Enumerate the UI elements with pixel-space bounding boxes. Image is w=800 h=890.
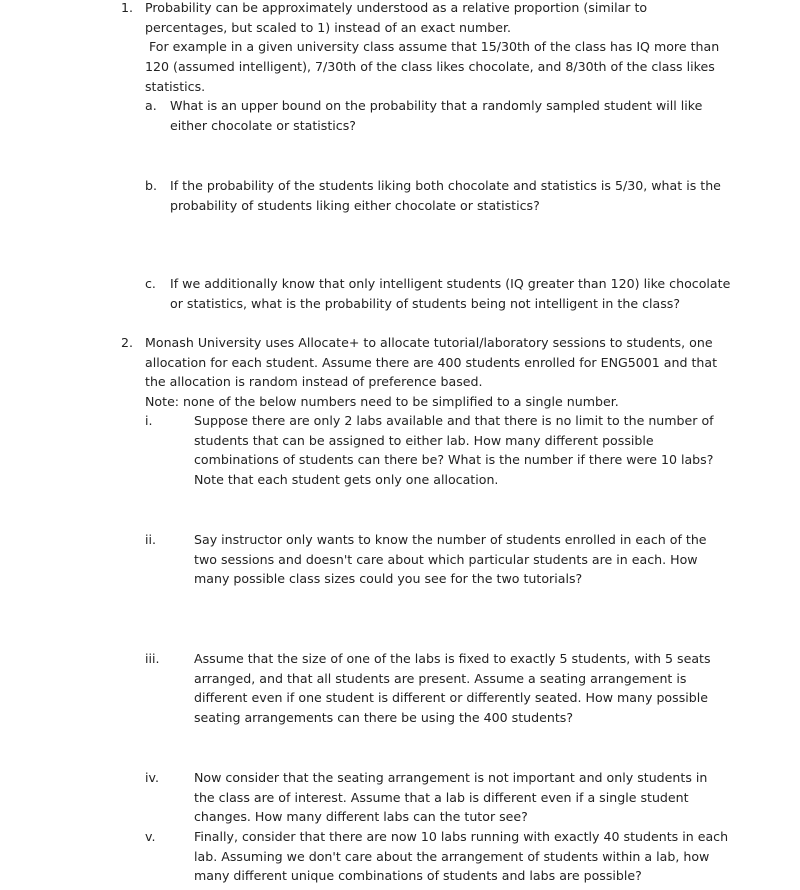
question-2-intro: [145, 333, 717, 411]
question-2i-line: combinations of students can there be? What is the number if there were 10 labs?: [194, 452, 714, 468]
question-2iii-line: different even if one student is different or differently seated. How many possible: [194, 690, 709, 706]
question-2iv-line: Now consider that the seating arrangement is not important and only students in: [194, 770, 708, 785]
question-2iv-text: [194, 768, 707, 827]
question-1b-label: b.: [145, 178, 157, 193]
question-1c-line: or statistics, what is the probability of students being not intelligent in the class?: [170, 295, 681, 311]
question-2v-label: v.: [145, 829, 156, 844]
question-1a-line: What is an upper bound on the probability that a randomly sampled student will like: [170, 98, 703, 113]
question-2v-line: lab. Assuming we don't care about the arrangement of students within a lab, how: [194, 848, 710, 864]
question-2v-line: Finally, consider that there are now 10 labs running with exactly 40 students in each: [194, 829, 729, 844]
question-2iv-line: changes. How many different labs can the tutor see?: [194, 809, 528, 825]
question-2iii-line: Assume that the size of one of the labs is fixed to exactly 5 students, with 5 seats: [194, 651, 711, 666]
question-2ii-label: ii.: [145, 532, 157, 547]
question-2iii-text: [194, 649, 711, 727]
question-2ii-text: [194, 530, 707, 589]
question-2iii-label: iii.: [145, 651, 160, 666]
question-2iv-label: iv.: [145, 770, 159, 785]
question-2iv-line: the class are of interest. Assume that a lab is different even if a single student: [194, 789, 689, 805]
question-2i-line: Note that each student gets only one allocation.: [194, 471, 499, 487]
question-2i-line: Suppose there are only 2 labs available and that there is no limit to the number of: [194, 413, 714, 428]
question-1-intro: [145, 0, 647, 37]
question-2-note: Note: none of the below numbers need to be simplified to a single number.: [145, 393, 619, 409]
question-2ii-line: many possible class sizes could you see for the two tutorials?: [194, 571, 583, 587]
question-2iii-line: seating arrangements can there be using the 400 students?: [194, 709, 574, 725]
question-1a-label: a.: [145, 98, 157, 113]
question-1c-label: c.: [145, 276, 156, 291]
question-2-intro-line: Monash University uses Allocate+ to allocate tutorial/laboratory sessions to students, one: [145, 335, 713, 350]
question-2i-label: i.: [145, 413, 153, 428]
question-1a-line: either chocolate or statistics?: [170, 117, 356, 133]
question-1-intro-line: Probability can be approximately understood as a relative proportion (similar to: [145, 0, 648, 15]
question-2-number: 2.: [121, 335, 134, 350]
question-2v-line: many different unique combinations of students and labs are possible?: [194, 868, 642, 884]
question-2-intro-line: the allocation is random instead of preference based.: [145, 374, 483, 390]
question-1-example-line: statistics.: [145, 78, 206, 94]
question-1-example-line: For example in a given university class assume that 15/30th of the class has IQ more than: [149, 39, 720, 54]
question-2v-text: [194, 827, 728, 886]
question-2ii-line: two sessions and doesn't care about which particular students are in each. How: [194, 551, 698, 567]
question-1b-line: If the probability of the students liking both chocolate and statistics is 5/30, what is the: [170, 178, 721, 193]
question-1c-line: If we additionally know that only intelligent students (IQ greater than 120) like chocolate: [170, 276, 731, 291]
question-1-intro-line: percentages, but scaled to 1) instead of an exact number.: [145, 19, 512, 35]
question-2iii-line: arranged, and that all students are present. Assume a seating arrangement is: [194, 670, 687, 686]
question-2-intro-line: allocation for each student. Assume there are 400 students enrolled for ENG5001 and that: [145, 354, 718, 370]
question-2i-line: students that can be assigned to either lab. How many different possible: [194, 432, 654, 448]
question-1-example-cont: [145, 57, 715, 96]
question-1b-text: [170, 176, 721, 215]
question-1a-text: [170, 96, 702, 135]
question-1c-text: [170, 274, 730, 313]
question-1b-line: probability of students liking either chocolate or statistics?: [170, 197, 540, 213]
question-2ii-line: Say instructor only wants to know the number of students enrolled in each of the: [194, 532, 707, 547]
question-1-example: [149, 37, 719, 57]
question-1-number: 1.: [121, 0, 134, 15]
question-2i-text: [194, 411, 714, 489]
question-1-example-line: 120 (assumed intelligent), 7/30th of the class likes chocolate, and 8/30th of the class likes: [145, 59, 715, 74]
